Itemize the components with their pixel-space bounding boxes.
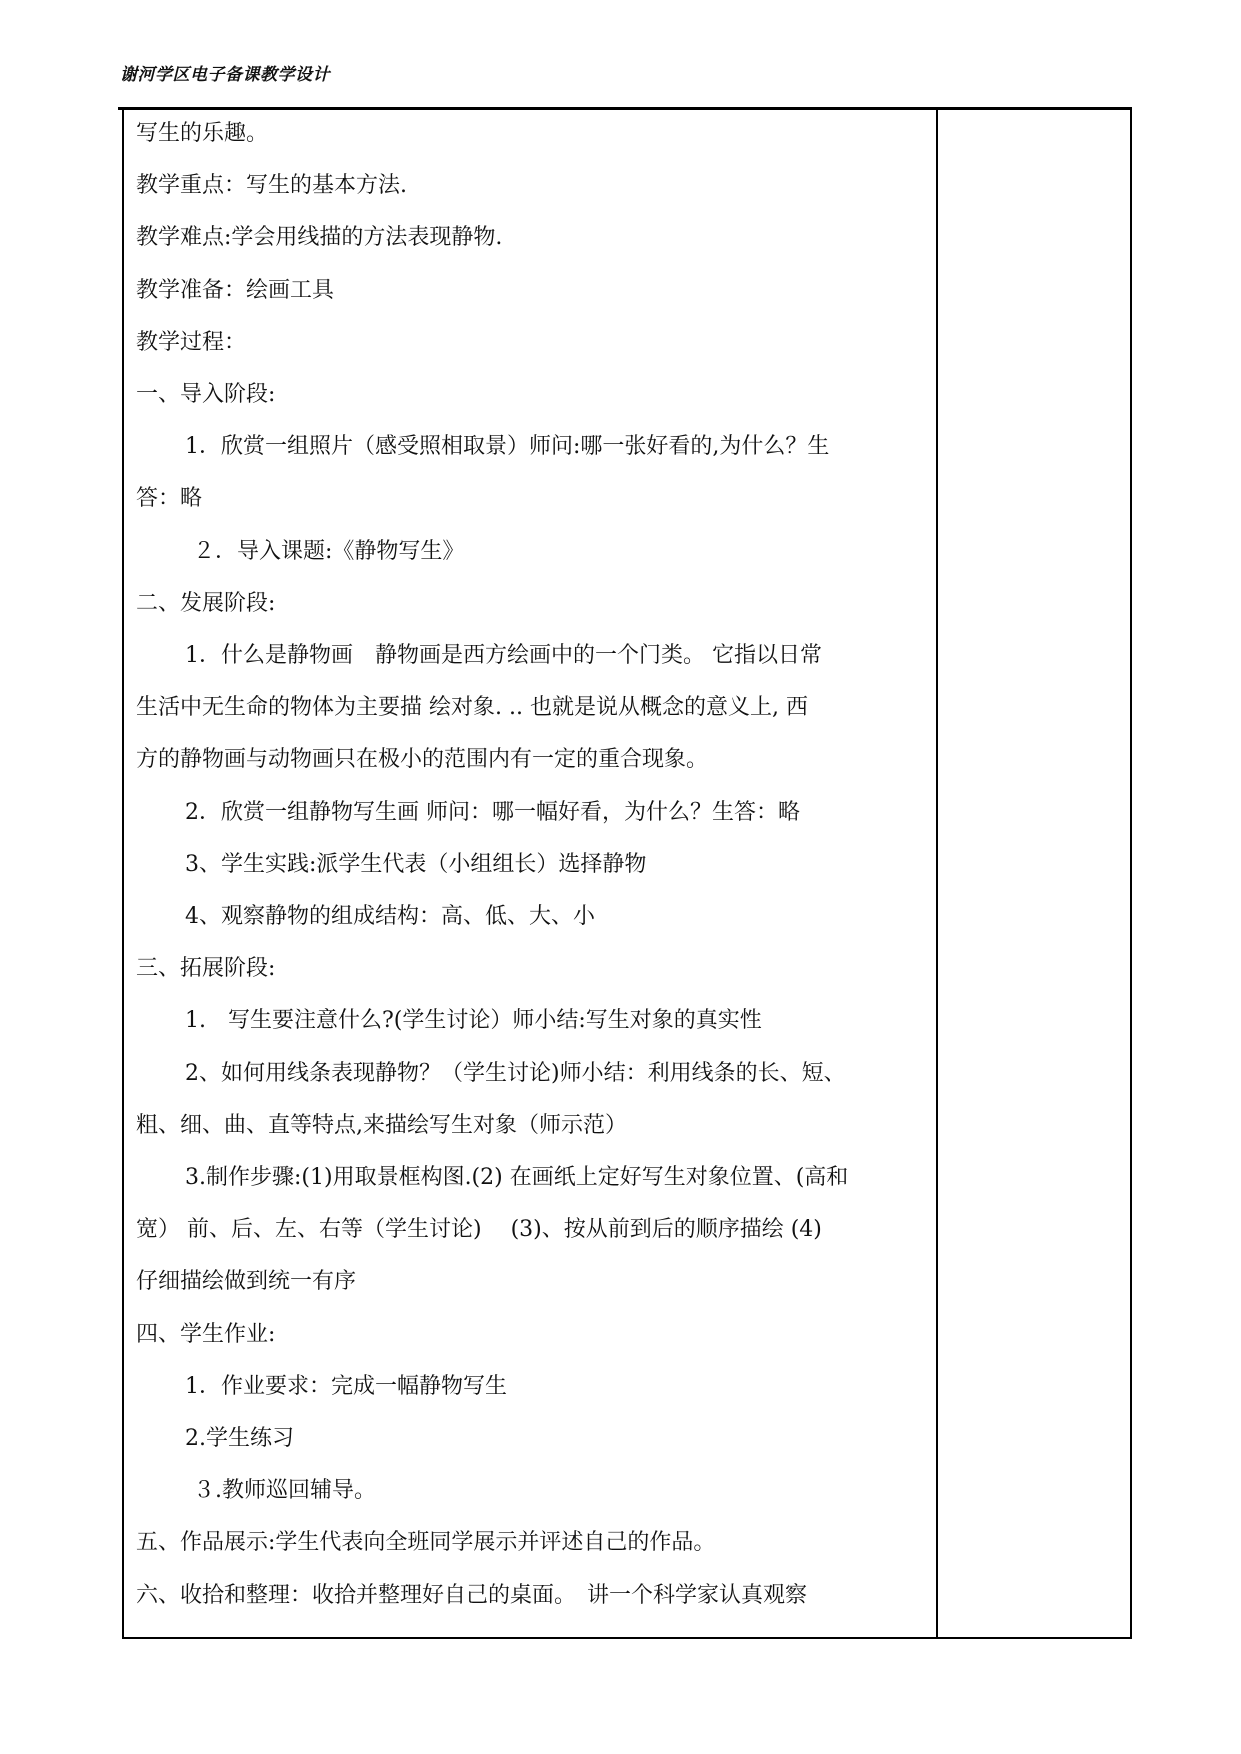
notes-cell xyxy=(938,109,1130,1637)
content-line: 三、拓展阶段: xyxy=(136,956,276,982)
lesson-plan-table xyxy=(122,109,1132,1639)
content-line: 教学过程： xyxy=(136,329,247,355)
document-header: 谢河学区电子备课教学设计 xyxy=(120,65,330,85)
content-line: ２．导入课题:《静物写生》 xyxy=(193,538,465,564)
content-line: 教学难点:学会用线描的方法表现静物. xyxy=(136,225,503,251)
content-line: 1．作业要求：完成一幅静物写生 xyxy=(185,1373,507,1399)
content-line: 六、收拾和整理：收拾并整理好自己的桌面。 讲一个科学家认真观察 xyxy=(136,1582,808,1608)
content-line: 一、导入阶段: xyxy=(136,382,276,407)
content-line: ３.教师巡回辅导。 xyxy=(193,1478,376,1504)
content-line: 2、如何用线条表现静物？（学生讨论)师小结：利用线条的长、短、 xyxy=(185,1060,846,1086)
content-line: 粗、细、曲、直等特点,来描绘写生对象（师示范） xyxy=(136,1112,627,1138)
content-line: 方的静物画与动物画只在极小的范围内有一定的重合现象。 xyxy=(136,747,709,773)
content-line: 2.学生练习 xyxy=(185,1426,294,1451)
content-line: 写生的乐趣。 xyxy=(136,121,269,146)
content-line: 1. 写生要注意什么?(学生讨论）师小结:写生对象的真实性 xyxy=(185,1008,762,1034)
content-line: 教学重点：写生的基本方法. xyxy=(136,173,407,199)
content-line: 宽） 前、后、左、右等（学生讨论) (3)、按从前到后的顺序描绘 (4) xyxy=(136,1217,822,1243)
content-line: 2．欣赏一组静物写生画 师问：哪一幅好看，为什么？生答：略 xyxy=(185,799,800,825)
content-line: 仔细描绘做到统一有序 xyxy=(136,1269,357,1295)
content-line: 3.制作步骤:(1)用取景框构图.(2) 在画纸上定好写生对象位置、(高和 xyxy=(185,1165,849,1190)
content-line: 四、学生作业: xyxy=(136,1321,276,1347)
content-line: 答：略 xyxy=(136,486,203,512)
content-line: 4、观察静物的组成结构：高、低、大、小 xyxy=(185,904,595,929)
content-line: 生活中无生命的物体为主要描 绘对象. .. 也就是说从概念的意义上, 西 xyxy=(136,695,808,721)
content-line: 1．什么是静物画 静物画是西方绘画中的一个门类。 它指以日常 xyxy=(185,643,822,668)
content-line: 3、学生实践:派学生代表（小组组长）选择静物 xyxy=(185,851,647,877)
content-line: 1．欣赏一组照片（感受照相取景）师问:哪一张好看的,为什么？生 xyxy=(185,434,830,460)
content-line: 五、作品展示:学生代表向全班同学展示并评述自己的作品。 xyxy=(136,1530,716,1556)
content-line: 二、发展阶段: xyxy=(136,590,276,616)
content-line: 教学准备：绘画工具 xyxy=(136,277,335,303)
